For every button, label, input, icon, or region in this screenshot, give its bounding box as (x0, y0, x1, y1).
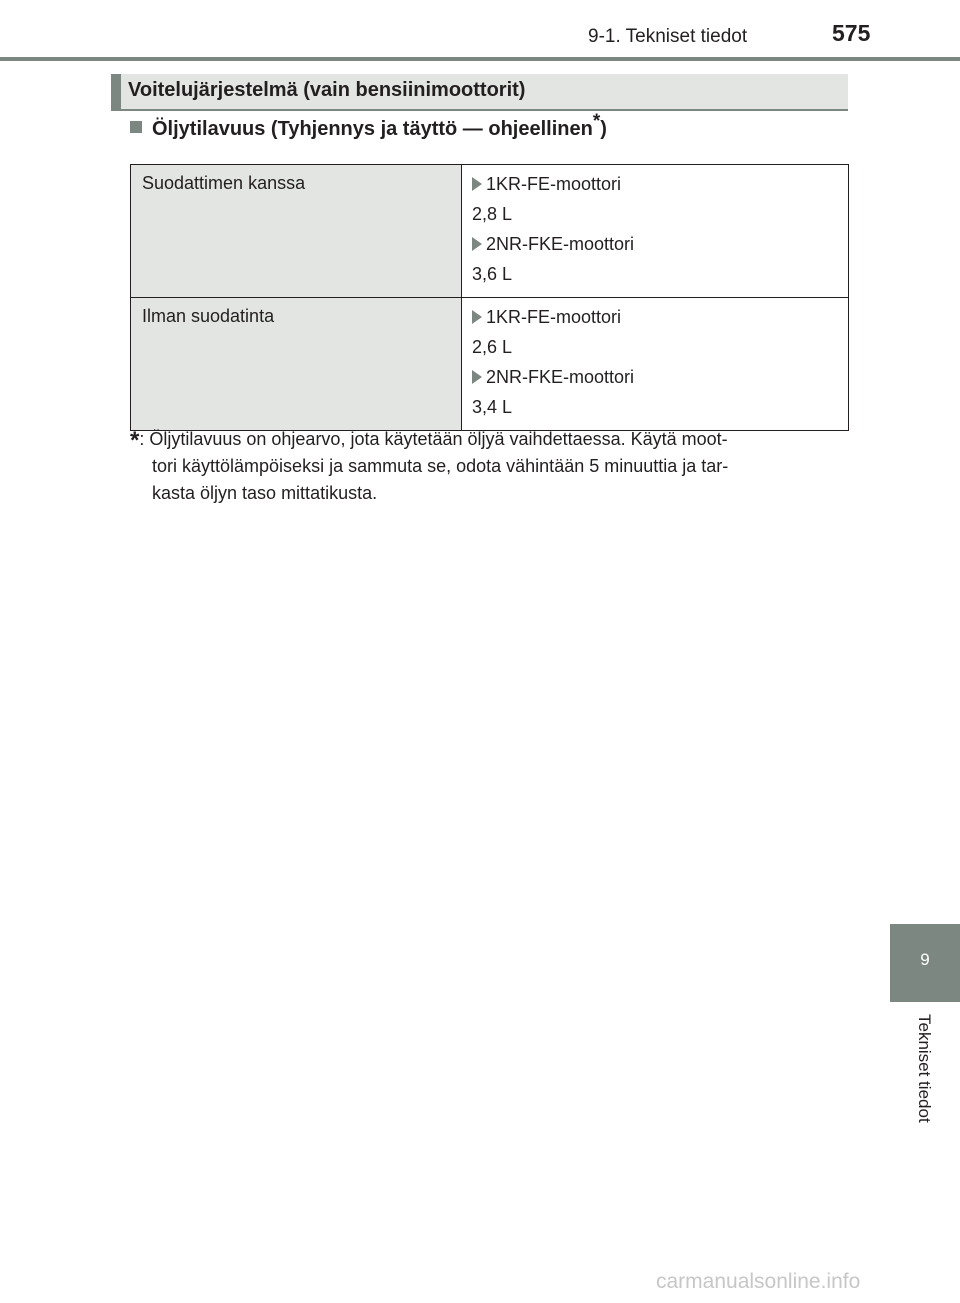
page-number: 575 (832, 20, 871, 46)
section-heading-accent (111, 74, 121, 109)
subheading (130, 111, 607, 141)
header-divider (0, 57, 960, 61)
chapter-label: Tekniset tiedot (915, 1014, 934, 1123)
chapter-label-area (890, 1002, 960, 1152)
section-heading-box (111, 74, 848, 111)
engine-capacity: 3,4 L (472, 397, 513, 417)
table-row-label: Suodattimen kanssa (131, 165, 462, 298)
header-section-title: 9-1. Tekniset tiedot (588, 26, 748, 47)
triangle-bullet-icon (472, 310, 482, 324)
engine-item (472, 231, 838, 257)
footnote-text: : Öljytilavuus on ohjearvo, jota käytetään öljyä vaihdettaessa. Käytä moot- (139, 429, 728, 449)
engine-item (472, 304, 838, 330)
engine-item (472, 364, 838, 390)
engine-name: 2NR-FKE-moottori (486, 366, 635, 387)
engine-name: 1KR-FE-moottori (486, 173, 622, 194)
chapter-number: 9 (920, 950, 930, 969)
table-row-values (462, 165, 849, 298)
triangle-bullet-icon (472, 370, 482, 384)
engine-item (472, 171, 838, 197)
footnote-line: tori käyttölämpöiseksi ja sammuta se, odota vähintään 5 minuuttia ja tar- (152, 456, 729, 476)
table-row-values (462, 298, 849, 431)
subheading-close: ) (600, 118, 607, 140)
table-row-label: Ilman suodatinta (131, 298, 462, 431)
triangle-bullet-icon (472, 177, 482, 191)
footnote-marker: * (592, 111, 601, 132)
engine-name: 1KR-FE-moottori (486, 306, 622, 327)
square-bullet-icon (130, 121, 142, 133)
engine-capacity: 2,8 L (472, 204, 513, 224)
footnote-star: * (130, 427, 140, 454)
section-heading: Voitelujärjestelmä (vain bensiinimoottorit) (128, 79, 526, 101)
footnote (130, 426, 842, 507)
triangle-bullet-icon (472, 237, 482, 251)
engine-capacity: 3,6 L (472, 264, 513, 284)
oil-capacity-table (130, 164, 849, 431)
subheading-text: Öljytilavuus (Tyhjennys ja täyttö — ohjeellinen (152, 118, 593, 140)
footnote-line (130, 426, 842, 453)
engine-capacity: 2,6 L (472, 337, 513, 357)
watermark: carmanualsonline.info (656, 1270, 861, 1293)
table-row (131, 165, 849, 298)
footnote-line: kasta öljyn taso mittatikusta. (152, 483, 378, 503)
chapter-tab (890, 924, 960, 1002)
table-row (131, 298, 849, 431)
engine-name: 2NR-FKE-moottori (486, 233, 635, 254)
